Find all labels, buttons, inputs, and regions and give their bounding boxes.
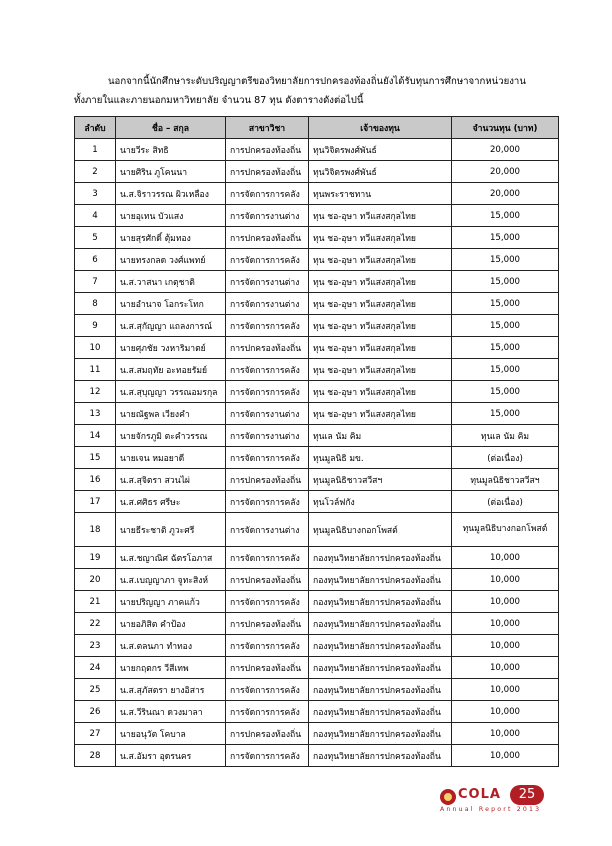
cell-major: การปกครองท้องถิ่น	[226, 337, 309, 359]
cell-order: 21	[75, 591, 116, 613]
header-name: ชื่อ – สกุล	[116, 117, 226, 139]
cell-order: 20	[75, 569, 116, 591]
cell-name: นายศิริน ภูโคนนา	[116, 161, 226, 183]
cell-owner: ทุน ชอ-อุษา ทวีแสงสกุลไทย	[309, 315, 452, 337]
cell-amount: ทุนเล นัม คิม	[452, 425, 559, 447]
cell-major: การปกครองท้องถิ่น	[226, 657, 309, 679]
cell-amount: 15,000	[452, 249, 559, 271]
table-row	[75, 359, 559, 381]
university-seal-icon	[440, 789, 456, 805]
cell-owner: กองทุนวิทยาลัยการปกครองท้องถิ่น	[309, 613, 452, 635]
cell-major: การจัดการการคลัง	[226, 547, 309, 569]
table-row	[75, 723, 559, 745]
cell-name: น.ส.สุจิตรา สวนไผ่	[116, 469, 226, 491]
cell-owner: ทุน ชอ-อุษา ทวีแสงสกุลไทย	[309, 337, 452, 359]
cell-owner: ทุน ชอ-อุษา ทวีแสงสกุลไทย	[309, 381, 452, 403]
table-row	[75, 183, 559, 205]
cell-major: การจัดการการคลัง	[226, 447, 309, 469]
cell-name: น.ส.วาสนา เกตุชาติ	[116, 271, 226, 293]
cell-owner: ทุน ชอ-อุษา ทวีแสงสกุลไทย	[309, 293, 452, 315]
cell-amount: (ต่อเนื่อง)	[452, 491, 559, 513]
cell-order: 5	[75, 227, 116, 249]
table-row	[75, 205, 559, 227]
cell-amount: 15,000	[452, 381, 559, 403]
cell-order: 4	[75, 205, 116, 227]
cell-order: 18	[75, 513, 116, 547]
cell-major: การจัดการการคลัง	[226, 635, 309, 657]
cell-owner: ทุนวิจิตรพงศ์พันธ์	[309, 139, 452, 161]
annual-report-label: Annual Report 2013	[440, 806, 542, 813]
footer-branding	[436, 788, 546, 812]
cell-order: 17	[75, 491, 116, 513]
cell-amount: 10,000	[452, 745, 559, 767]
cell-owner: ทุน ชอ-อุษา ทวีแสงสกุลไทย	[309, 271, 452, 293]
cell-order: 23	[75, 635, 116, 657]
cell-amount: 15,000	[452, 293, 559, 315]
cell-amount: 10,000	[452, 635, 559, 657]
cell-amount: 10,000	[452, 679, 559, 701]
cell-major: การปกครองท้องถิ่น	[226, 613, 309, 635]
cell-amount: 10,000	[452, 613, 559, 635]
table-header-row	[75, 117, 559, 139]
scholarship-table	[74, 116, 559, 767]
cell-owner: กองทุนวิทยาลัยการปกครองท้องถิ่น	[309, 569, 452, 591]
cell-major: การจัดการการคลัง	[226, 315, 309, 337]
cell-amount: 10,000	[452, 591, 559, 613]
cell-major: การจัดการงานต่าง	[226, 403, 309, 425]
cell-name: นายทรงกลด วงศ์แพทย์	[116, 249, 226, 271]
cell-order: 2	[75, 161, 116, 183]
cell-amount: 20,000	[452, 139, 559, 161]
table-row	[75, 381, 559, 403]
cell-name: น.ส.สุกัญญา แถลงการณ์	[116, 315, 226, 337]
header-owner: เจ้าของทุน	[309, 117, 452, 139]
cell-name: นายอนุวัต โคบาล	[116, 723, 226, 745]
cell-owner: กองทุนวิทยาลัยการปกครองท้องถิ่น	[309, 547, 452, 569]
table-row	[75, 161, 559, 183]
cell-major: การจัดการการคลัง	[226, 701, 309, 723]
cell-owner: ทุนพระราชทาน	[309, 183, 452, 205]
cell-amount: 20,000	[452, 161, 559, 183]
cell-amount: 10,000	[452, 657, 559, 679]
table-row	[75, 569, 559, 591]
table-row	[75, 547, 559, 569]
cell-major: การปกครองท้องถิ่น	[226, 723, 309, 745]
table-row	[75, 425, 559, 447]
cell-name: น.ส.สุภัสตรา ยางอิสาร	[116, 679, 226, 701]
cell-order: 1	[75, 139, 116, 161]
cell-order: 6	[75, 249, 116, 271]
cell-name: นายณัฐพล เวียงคำ	[116, 403, 226, 425]
cell-name: นายธีระชาติ ภูวะศรี	[116, 513, 226, 547]
cell-order: 22	[75, 613, 116, 635]
cell-major: การจัดการการคลัง	[226, 183, 309, 205]
cell-major: การจัดการงานต่าง	[226, 205, 309, 227]
cell-owner: กองทุนวิทยาลัยการปกครองท้องถิ่น	[309, 679, 452, 701]
table-row	[75, 337, 559, 359]
cell-order: 15	[75, 447, 116, 469]
cell-amount: 15,000	[452, 337, 559, 359]
cell-name: น.ส.ชญาณิศ ฉัตรโอภาส	[116, 547, 226, 569]
cell-name: น.ส.สุบุญญา วรรณอมรกุล	[116, 381, 226, 403]
table-row	[75, 613, 559, 635]
intro-line-1: นอกจากนี้นักศึกษาระดับปริญญาตรีของวิทยาลัยการปกครองท้องถิ่นยังได้รับทุนการศึกษาจากหน่วยงาน	[108, 76, 526, 87]
cell-major: การจัดการงานต่าง	[226, 425, 309, 447]
cell-amount: 15,000	[452, 359, 559, 381]
cell-major: การจัดการงานต่าง	[226, 293, 309, 315]
table-body	[75, 139, 559, 767]
cell-order: 10	[75, 337, 116, 359]
intro-line-2: ทั้งภายในและภายนอกมหาวิทยาลัย จำนวน 87 ทุน ดังตารางดังต่อไปนี้	[74, 95, 364, 106]
cell-name: น.ส.ศศิธร ศรีษะ	[116, 491, 226, 513]
table-row	[75, 591, 559, 613]
cell-major: การปกครองท้องถิ่น	[226, 569, 309, 591]
table-row	[75, 227, 559, 249]
cell-name: นายอภิสิต คำป้อง	[116, 613, 226, 635]
cell-owner: ทุน ชอ-อุษา ทวีแสงสกุลไทย	[309, 359, 452, 381]
cell-major: การจัดการการคลัง	[226, 491, 309, 513]
cell-name: น.ส.อัมรา อุดรนคร	[116, 745, 226, 767]
cell-major: การจัดการการคลัง	[226, 249, 309, 271]
table-row	[75, 513, 559, 547]
table-row	[75, 249, 559, 271]
cell-owner: ทุน ชอ-อุษา ทวีแสงสกุลไทย	[309, 249, 452, 271]
cell-owner: ทุนเล นัม คิม	[309, 425, 452, 447]
table-row	[75, 491, 559, 513]
cell-owner: กองทุนวิทยาลัยการปกครองท้องถิ่น	[309, 701, 452, 723]
cell-name: นายอำนาจ โอกระโทก	[116, 293, 226, 315]
cell-owner: ทุนมูลนิธิบางกอกโพสต์	[309, 513, 452, 547]
intro-paragraph	[74, 72, 544, 110]
table-row	[75, 469, 559, 491]
table-row	[75, 139, 559, 161]
table-row	[75, 447, 559, 469]
cell-amount: 10,000	[452, 569, 559, 591]
cell-owner: ทุนโวล์ฟกัง	[309, 491, 452, 513]
cell-order: 19	[75, 547, 116, 569]
cell-order: 27	[75, 723, 116, 745]
table-row	[75, 635, 559, 657]
cell-amount: 20,000	[452, 183, 559, 205]
table-row	[75, 293, 559, 315]
cell-major: การปกครองท้องถิ่น	[226, 469, 309, 491]
cell-order: 11	[75, 359, 116, 381]
cell-name: นายจักรภูมิ ตะคำวรรณ	[116, 425, 226, 447]
cell-owner: กองทุนวิทยาลัยการปกครองท้องถิ่น	[309, 635, 452, 657]
cell-name: นายศุภชัย วงหาริมาตย์	[116, 337, 226, 359]
cell-amount: 10,000	[452, 547, 559, 569]
cell-name: นายอุเทน บัวแสง	[116, 205, 226, 227]
cell-amount: 15,000	[452, 271, 559, 293]
cell-order: 13	[75, 403, 116, 425]
cell-name: น.ส.ตลนภา ทำทอง	[116, 635, 226, 657]
cell-name: นายกฤตกร วีสีเทพ	[116, 657, 226, 679]
page-number: 25	[510, 785, 544, 805]
table-row	[75, 701, 559, 723]
cell-amount: ทุนมูลนิธิบางกอกโพสต์	[452, 513, 559, 547]
cell-owner: ทุนมูลนิธิชาวสวีสฯ	[309, 469, 452, 491]
cell-order: 7	[75, 271, 116, 293]
cell-name: นายสุรศักดิ์ ตุ้มทอง	[116, 227, 226, 249]
header-amount: จำนวนทุน (บาท)	[452, 117, 559, 139]
cell-major: การจัดการการคลัง	[226, 679, 309, 701]
cell-order: 25	[75, 679, 116, 701]
cell-name: นายปริญญา ภาคแก้ว	[116, 591, 226, 613]
cell-major: การจัดการการคลัง	[226, 591, 309, 613]
cell-name: นายวีระ สิทธิ	[116, 139, 226, 161]
cell-owner: ทุนมูลนิธิ มข.	[309, 447, 452, 469]
cell-name: น.ส.เบญญาภา จูทะสิงห์	[116, 569, 226, 591]
table-row	[75, 403, 559, 425]
cell-amount: (ต่อเนื่อง)	[452, 447, 559, 469]
cell-order: 3	[75, 183, 116, 205]
cell-order: 26	[75, 701, 116, 723]
table-row	[75, 745, 559, 767]
cell-major: การจัดการงานต่าง	[226, 513, 309, 547]
cell-owner: ทุน ชอ-อุษา ทวีแสงสกุลไทย	[309, 205, 452, 227]
cell-major: การจัดการการคลัง	[226, 745, 309, 767]
cell-owner: กองทุนวิทยาลัยการปกครองท้องถิ่น	[309, 745, 452, 767]
cell-name: น.ส.วีรินณา ดวงมาลา	[116, 701, 226, 723]
table-row	[75, 315, 559, 337]
cell-owner: ทุน ชอ-อุษา ทวีแสงสกุลไทย	[309, 227, 452, 249]
cell-owner: กองทุนวิทยาลัยการปกครองท้องถิ่น	[309, 657, 452, 679]
cell-amount: 10,000	[452, 723, 559, 745]
cell-order: 9	[75, 315, 116, 337]
cell-owner: ทุน ชอ-อุษา ทวีแสงสกุลไทย	[309, 403, 452, 425]
cell-amount: ทุนมูลนิธิชาวสวีสฯ	[452, 469, 559, 491]
cell-order: 12	[75, 381, 116, 403]
header-major: สาขาวิชา	[226, 117, 309, 139]
cell-amount: 15,000	[452, 227, 559, 249]
cell-amount: 15,000	[452, 205, 559, 227]
cell-amount: 15,000	[452, 403, 559, 425]
cell-amount: 15,000	[452, 315, 559, 337]
cell-major: การปกครองท้องถิ่น	[226, 161, 309, 183]
cell-order: 28	[75, 745, 116, 767]
cell-major: การจัดการงานต่าง	[226, 271, 309, 293]
cell-owner: ทุนวิจิตรพงศ์พันธ์	[309, 161, 452, 183]
table-row	[75, 271, 559, 293]
cell-major: การปกครองท้องถิ่น	[226, 227, 309, 249]
cell-order: 8	[75, 293, 116, 315]
cell-order: 16	[75, 469, 116, 491]
cell-amount: 10,000	[452, 701, 559, 723]
cell-order: 24	[75, 657, 116, 679]
header-order: ลำดับ	[75, 117, 116, 139]
cola-logo: COLA	[458, 787, 501, 802]
cell-order: 14	[75, 425, 116, 447]
cell-name: นายเจน หมอยาดี	[116, 447, 226, 469]
cell-major: การปกครองท้องถิ่น	[226, 139, 309, 161]
cell-owner: กองทุนวิทยาลัยการปกครองท้องถิ่น	[309, 723, 452, 745]
cell-name: น.ส.จิราวรรณ ผิวเหลือง	[116, 183, 226, 205]
cell-major: การจัดการการคลัง	[226, 359, 309, 381]
cell-major: การจัดการการคลัง	[226, 381, 309, 403]
cell-name: น.ส.สมฤทัย อะทอยรัมย์	[116, 359, 226, 381]
cell-owner: กองทุนวิทยาลัยการปกครองท้องถิ่น	[309, 591, 452, 613]
table-row	[75, 679, 559, 701]
table-row	[75, 657, 559, 679]
